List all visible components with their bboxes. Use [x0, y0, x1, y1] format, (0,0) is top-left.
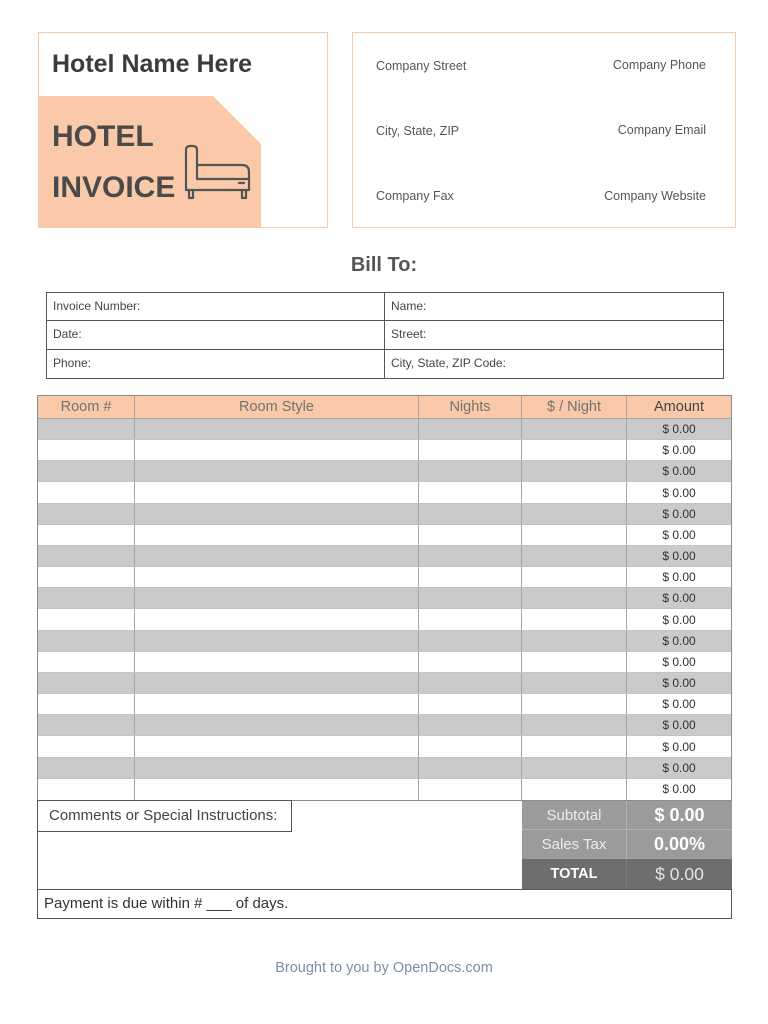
hotel-name: Hotel Name Here: [52, 50, 253, 78]
header-nights: Nights: [419, 396, 522, 418]
nights-cell[interactable]: [419, 609, 522, 629]
room-number-cell[interactable]: [38, 504, 135, 524]
hotel-title-line1: HOTEL: [52, 120, 154, 153]
customer-name-field[interactable]: [385, 293, 723, 321]
city-state-zip-label: City, State, ZIP Code:: [391, 355, 506, 370]
room-row: [38, 673, 731, 694]
room-style-cell[interactable]: [135, 609, 419, 629]
rate-per-night-cell[interactable]: [522, 525, 627, 545]
header-rate-per-night: $ / Night: [522, 396, 627, 418]
sales-tax-label: Sales Tax: [522, 830, 627, 859]
nights-cell[interactable]: [419, 673, 522, 693]
amount-cell: $ 0.00: [662, 485, 696, 500]
nights-cell[interactable]: [419, 736, 522, 756]
room-row: [38, 440, 731, 461]
room-row: [38, 482, 731, 503]
room-row: [38, 588, 731, 609]
company-fax: Company Fax: [376, 189, 454, 203]
room-number-cell[interactable]: [38, 736, 135, 756]
nights-cell[interactable]: [419, 440, 522, 460]
header-room-style: Room Style: [135, 396, 419, 418]
company-website: Company Website: [604, 189, 706, 203]
room-charges-table: [37, 395, 732, 801]
amount-cell: $ 0.00: [662, 676, 696, 691]
customer-name-label: Name:: [391, 299, 427, 313]
amount-cell: $ 0.00: [662, 697, 696, 712]
room-number-cell[interactable]: [38, 758, 135, 778]
room-number-cell[interactable]: [38, 482, 135, 502]
hotel-title-line2: INVOICE: [52, 171, 176, 204]
rate-per-night-cell[interactable]: [522, 504, 627, 524]
nights-cell[interactable]: [419, 525, 522, 545]
rate-per-night-cell[interactable]: [522, 694, 627, 714]
room-row: [38, 461, 731, 482]
bill-to-table: [46, 292, 724, 379]
chaise-lounge-icon: [182, 143, 254, 203]
street-label: Street:: [391, 327, 427, 342]
rate-per-night-cell[interactable]: [522, 673, 627, 693]
room-style-cell[interactable]: [135, 736, 419, 756]
room-number-cell[interactable]: [38, 652, 135, 672]
room-row: [38, 715, 731, 736]
nights-cell[interactable]: [419, 504, 522, 524]
total-value: $ 0.00: [655, 863, 704, 884]
room-row: [38, 758, 731, 779]
room-style-cell[interactable]: [135, 419, 419, 439]
subtotal-label: Subtotal: [522, 801, 627, 829]
room-style-cell[interactable]: [135, 779, 419, 800]
amount-cell: $ 0.00: [662, 612, 696, 627]
total-label: TOTAL: [522, 859, 627, 889]
room-number-cell[interactable]: [38, 609, 135, 629]
nights-cell[interactable]: [419, 758, 522, 778]
room-style-cell[interactable]: [135, 440, 419, 460]
comments-label: Comments or Special Instructions:: [37, 800, 292, 832]
room-row: [38, 546, 731, 567]
room-number-cell[interactable]: [38, 461, 135, 481]
amount-cell: $ 0.00: [662, 549, 696, 564]
room-number-cell[interactable]: [38, 779, 135, 800]
header-amount: Amount: [654, 399, 704, 415]
sales-tax-row: [522, 830, 732, 859]
amount-cell: $ 0.00: [662, 464, 696, 479]
nights-cell[interactable]: [419, 588, 522, 608]
room-number-cell[interactable]: [38, 631, 135, 651]
room-row: [38, 779, 731, 800]
amount-cell: $ 0.00: [662, 739, 696, 754]
street-field[interactable]: [385, 321, 723, 349]
subtotal-row: [522, 801, 732, 830]
room-style-cell[interactable]: [135, 567, 419, 587]
room-style-cell[interactable]: [135, 694, 419, 714]
room-row: [38, 609, 731, 630]
room-number-cell[interactable]: [38, 419, 135, 439]
nights-cell[interactable]: [419, 546, 522, 566]
company-street: Company Street: [376, 59, 467, 73]
room-row: [38, 694, 731, 715]
room-row: [38, 504, 731, 525]
subtotal-value: $ 0.00: [654, 804, 705, 825]
sales-tax-value[interactable]: 0.00%: [653, 834, 706, 854]
amount-cell: $ 0.00: [662, 718, 696, 733]
nights-cell[interactable]: [419, 461, 522, 481]
amount-cell: $ 0.00: [662, 527, 696, 542]
header-room-number: Room #: [38, 396, 135, 418]
room-number-cell[interactable]: [38, 567, 135, 587]
amount-cell: $ 0.00: [662, 782, 696, 797]
nights-cell[interactable]: [419, 652, 522, 672]
amount-cell: $ 0.00: [662, 570, 696, 585]
amount-cell: $ 0.00: [662, 506, 696, 521]
room-style-cell[interactable]: [135, 715, 419, 735]
room-table-body: [38, 419, 731, 800]
phone-field[interactable]: [47, 350, 385, 378]
rate-per-night-cell[interactable]: [522, 631, 627, 651]
room-style-cell[interactable]: [135, 588, 419, 608]
invoice-number-label: Invoice Number:: [53, 299, 141, 313]
rate-per-night-cell[interactable]: [522, 715, 627, 735]
payment-terms: Payment is due within # ___ of days.: [37, 889, 732, 919]
room-number-cell[interactable]: [38, 525, 135, 545]
rate-per-night-cell[interactable]: [522, 588, 627, 608]
date-field[interactable]: [47, 321, 385, 349]
footer-credit-link[interactable]: Brought to you by OpenDocs.com: [275, 960, 493, 976]
invoice-number-field[interactable]: [47, 293, 385, 321]
company-city-state-zip: City, State, ZIP: [376, 124, 460, 138]
room-row: [38, 736, 731, 757]
nights-cell[interactable]: [419, 419, 522, 439]
rate-per-night-cell[interactable]: [522, 546, 627, 566]
amount-cell: $ 0.00: [662, 443, 696, 458]
nights-cell[interactable]: [419, 694, 522, 714]
rate-per-night-cell[interactable]: [522, 482, 627, 502]
nights-cell[interactable]: [419, 631, 522, 651]
company-email: Company Email: [617, 123, 706, 137]
rate-per-night-cell[interactable]: [522, 567, 627, 587]
rate-per-night-cell[interactable]: [522, 758, 627, 778]
room-style-cell[interactable]: [135, 525, 419, 545]
room-number-cell[interactable]: [38, 715, 135, 735]
room-style-cell[interactable]: [135, 504, 419, 524]
amount-cell: $ 0.00: [662, 591, 696, 606]
room-style-cell[interactable]: [135, 652, 419, 672]
city-state-zip-field[interactable]: [385, 350, 723, 378]
rate-per-night-cell[interactable]: [522, 609, 627, 629]
room-number-cell[interactable]: [38, 694, 135, 714]
rate-per-night-cell[interactable]: [522, 652, 627, 672]
rate-per-night-cell[interactable]: [522, 779, 627, 800]
room-row: [38, 652, 731, 673]
room-row: [38, 419, 731, 440]
table-header-row: [38, 396, 731, 419]
date-label: Date:: [53, 327, 82, 342]
room-row: [38, 567, 731, 588]
nights-cell[interactable]: [419, 567, 522, 587]
room-number-cell[interactable]: [38, 440, 135, 460]
room-style-cell[interactable]: [135, 673, 419, 693]
total-row: [522, 859, 732, 889]
comments-field[interactable]: [38, 832, 522, 889]
rate-per-night-cell[interactable]: [522, 419, 627, 439]
rate-per-night-cell[interactable]: [522, 736, 627, 756]
room-style-cell[interactable]: [135, 461, 419, 481]
room-number-cell[interactable]: [38, 673, 135, 693]
room-style-cell[interactable]: [135, 482, 419, 502]
nights-cell[interactable]: [419, 482, 522, 502]
room-style-cell[interactable]: [135, 546, 419, 566]
bill-to-heading: Bill To:: [350, 254, 418, 276]
amount-cell: $ 0.00: [662, 760, 696, 775]
room-row: [38, 525, 731, 546]
room-style-cell[interactable]: [135, 631, 419, 651]
rate-per-night-cell[interactable]: [522, 440, 627, 460]
totals-block: [522, 801, 732, 889]
nights-cell[interactable]: [419, 715, 522, 735]
amount-cell: $ 0.00: [662, 422, 696, 437]
room-style-cell[interactable]: [135, 758, 419, 778]
room-number-cell[interactable]: [38, 546, 135, 566]
company-phone: Company Phone: [612, 58, 706, 72]
rate-per-night-cell[interactable]: [522, 461, 627, 481]
amount-cell: $ 0.00: [662, 654, 696, 669]
phone-label: Phone:: [53, 355, 92, 370]
amount-cell: $ 0.00: [662, 633, 696, 648]
room-number-cell[interactable]: [38, 588, 135, 608]
room-row: [38, 631, 731, 652]
nights-cell[interactable]: [419, 779, 522, 800]
